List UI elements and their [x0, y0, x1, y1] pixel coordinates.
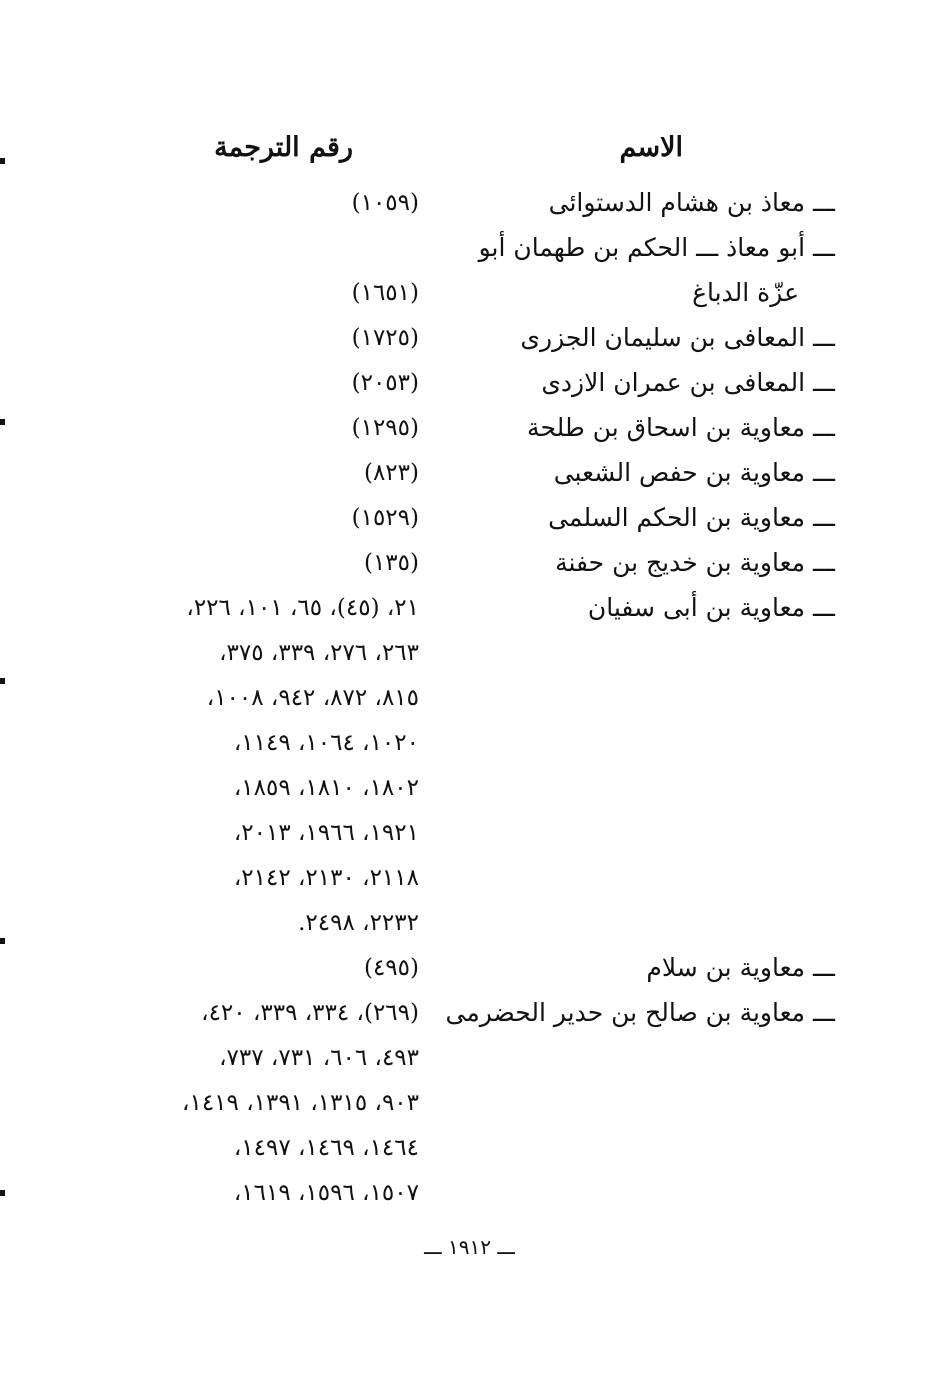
entry-name: عزّة الدباغ [692, 278, 799, 307]
entry-references: (١٣٥) [363, 550, 419, 576]
entry-references: ٢٦٣، ٢٧٦، ٣٣٩، ٣٧٥، [219, 640, 419, 666]
entry-name: ـــ معاوية بن أبى سفيان [587, 593, 835, 622]
entry-references: (٨٢٣) [363, 460, 419, 486]
entry-references: (١٠٥٩) [351, 190, 419, 216]
entry-references: (٢٦٩)، ٣٣٤، ٣٣٩، ٤٢٠، [201, 1000, 419, 1026]
entry-name: ـــ معاوية بن حفص الشعبى [553, 458, 835, 487]
entry-name: ـــ معاوية بن الحكم السلمى [548, 503, 835, 532]
entry-name: ـــ معاذ بن هشام الدستوائى [548, 188, 835, 217]
entry-references: ٢٢٣٢، ٢٤٩٨. [298, 910, 419, 936]
entry-references: ٩٠٣، ١٣١٥، ١٣٩١، ١٤١٩، [182, 1090, 419, 1116]
entry-references: ١٤٦٤، ١٤٦٩، ١٤٩٧، [233, 1135, 419, 1161]
entry-name: ـــ أبو معاذ ـــ الحكم بن طهمان أبو [478, 233, 835, 262]
entry-references: (١٧٢٥) [351, 325, 419, 351]
column-header-biography-number: رقم الترجمة [214, 132, 353, 163]
entry-name: ـــ المعافى بن سليمان الجزرى [520, 323, 835, 352]
entry-references: ١٠٢٠، ١٠٦٤، ١١٤٩، [233, 730, 419, 756]
entry-name: ـــ معاوية بن صالح بن حدير الحضرمى [445, 998, 835, 1027]
entry-references: ١٩٢١، ١٩٦٦، ٢٠١٣، [233, 820, 419, 846]
entry-references: ١٥٠٧، ١٥٩٦، ١٦١٩، [233, 1180, 419, 1206]
page-number: ـــ ١٩١٢ ـــ [424, 1235, 515, 1259]
entry-name: ـــ معاوية بن خديج بن حفنة [555, 548, 835, 577]
entry-references: ٢١١٨، ٢١٣٠، ٢١٤٢، [233, 865, 419, 891]
entry-references: (٢٠٥٣) [351, 370, 419, 396]
entry-references: (١٥٢٩) [351, 505, 419, 531]
entry-name: ـــ معاوية بن اسحاق بن طلحة [527, 413, 835, 442]
entry-name: ـــ معاوية بن سلام [646, 953, 835, 982]
margin-mark [0, 678, 5, 684]
entry-references: ٨١٥، ٨٧٢، ٩٤٢، ١٠٠٨، [206, 685, 419, 711]
entry-name: ـــ المعافى بن عمران الازدى [541, 368, 835, 397]
column-header-name: الاسم [619, 132, 683, 163]
entry-references: ٢١، (٤٥)، ٦٥، ١٠١، ٢٢٦، [186, 595, 419, 621]
margin-mark [0, 419, 5, 425]
margin-mark [0, 938, 5, 944]
entry-references: (١٢٩٥) [351, 415, 419, 441]
entry-references: ٤٩٣، ٦٠٦، ٧٣١، ٧٣٧، [219, 1045, 419, 1071]
entry-references: ١٨٠٢، ١٨١٠، ١٨٥٩، [233, 775, 419, 801]
entry-references: (٤٩٥) [363, 955, 419, 981]
margin-mark [0, 1190, 5, 1196]
entry-references: (١٦٥١) [351, 280, 419, 306]
margin-mark [0, 158, 5, 164]
